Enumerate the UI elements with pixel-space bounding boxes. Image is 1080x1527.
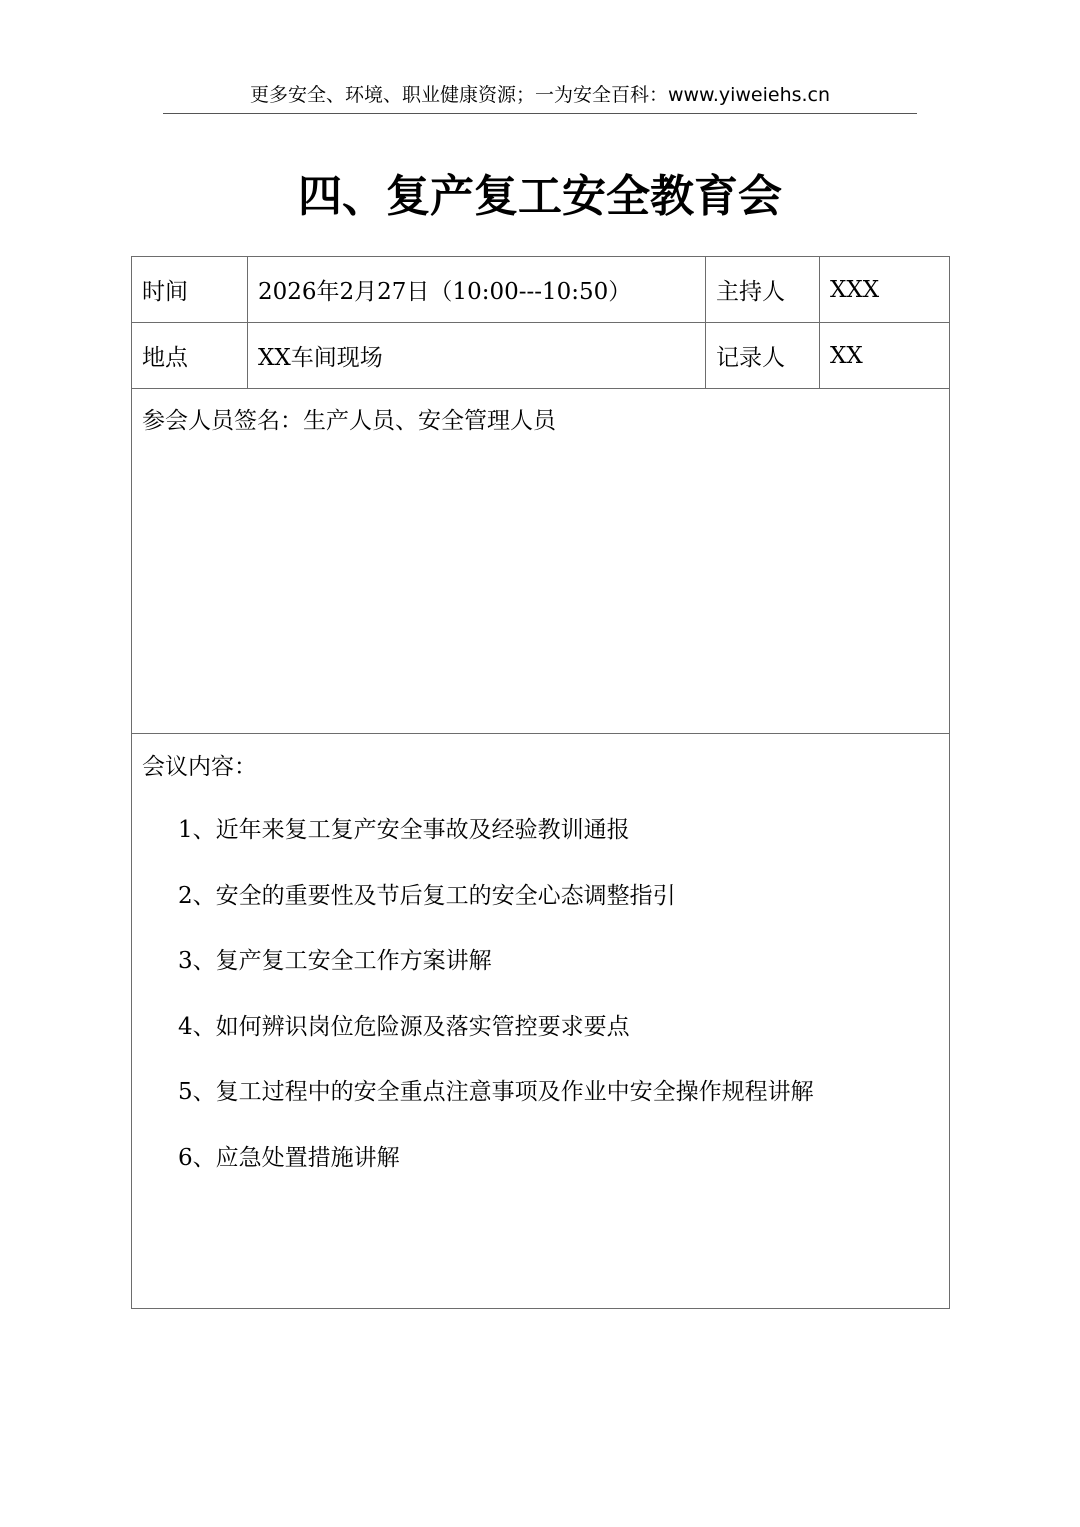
page-header — [163, 80, 917, 110]
header-divider — [163, 113, 917, 114]
host-value: XXX — [820, 257, 950, 323]
agenda-item: 6、应急处置措施讲解 — [178, 1144, 400, 1171]
attendees-row — [132, 389, 950, 734]
location-label: 地点 — [132, 323, 248, 389]
attendees-signature-area — [132, 389, 950, 734]
agenda-item: 3、复产复工安全工作方案讲解 — [178, 948, 492, 974]
agenda-item: 1、近年来复工复产安全事故及经验教训通报 — [178, 817, 630, 843]
agenda-list — [142, 815, 949, 1173]
agenda-item: 4、如何辨识岗位危险源及落实管控要求要点 — [178, 1013, 630, 1040]
agenda-item: 2、安全的重要性及节后复工的安全心态调整指引 — [178, 882, 676, 909]
meeting-content-area — [132, 734, 950, 1309]
recorder-label: 记录人 — [706, 323, 820, 389]
host-label: 主持人 — [706, 257, 820, 323]
location-value: XX车间现场 — [248, 323, 706, 389]
attendees-label: 参会人员签名：生产人员、安全管理人员 — [142, 408, 556, 434]
document-title: 四、复产复工安全教育会 — [298, 171, 782, 222]
time-value: 2026年2月27日（10:00---10:50） — [248, 257, 706, 323]
agenda-item: 5、复工过程中的安全重点注意事项及作业中安全操作规程讲解 — [178, 1079, 814, 1105]
meeting-record-table — [131, 256, 950, 1309]
time-label: 时间 — [132, 257, 248, 323]
content-label: 会议内容： — [142, 754, 257, 780]
content-row — [132, 734, 950, 1309]
recorder-value: XX — [820, 323, 950, 389]
header-text: 更多安全、环境、职业健康资源；一为安全百科：www.yiweiehs.cn — [249, 84, 831, 106]
time-row — [132, 257, 950, 323]
location-row — [132, 323, 950, 389]
